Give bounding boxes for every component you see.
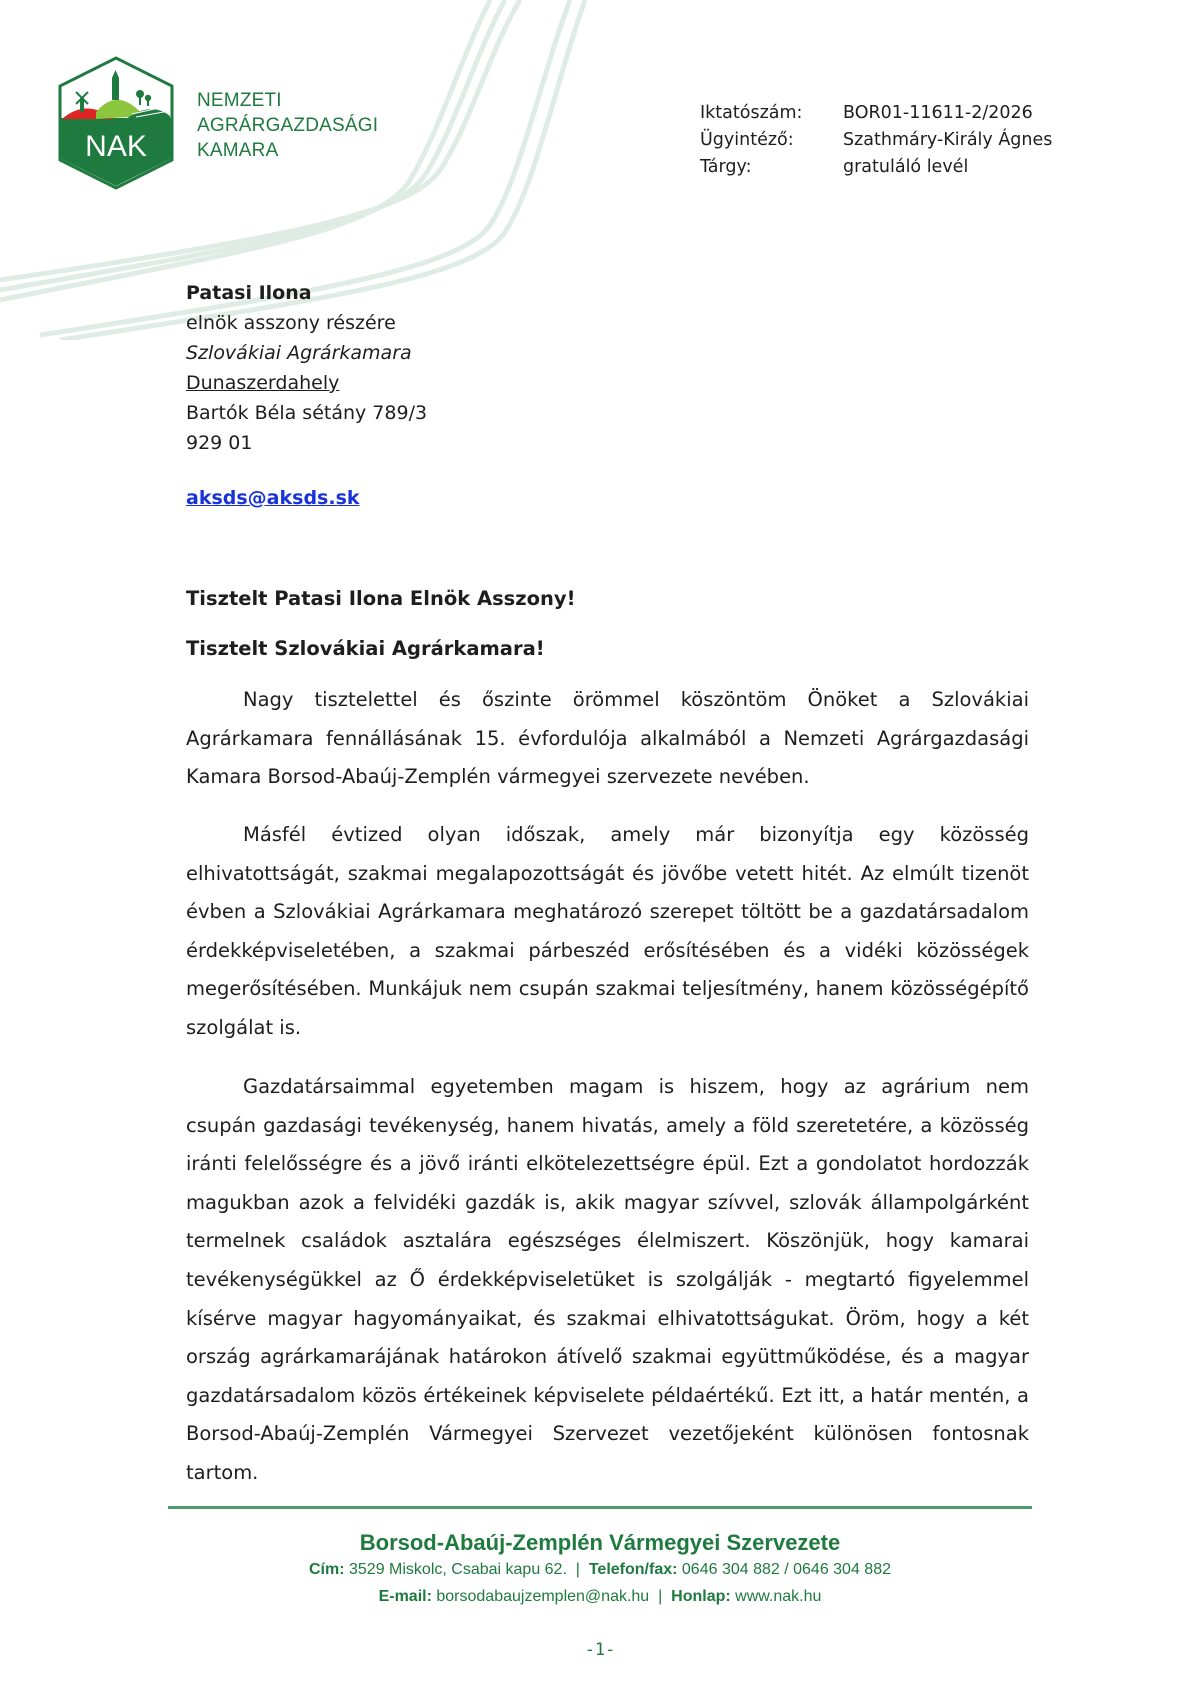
- page-number: -1-: [584, 1640, 616, 1660]
- reference-block: [700, 100, 1052, 181]
- recipient-street: Bartók Béla sétány 789/3: [186, 402, 428, 424]
- body-paragraph: Másfél évtized olyan időszak, amely már bizonyítja egy közösség elhivatottságát, szakmai megalapozottságát és jövőbe vetett hitét. Az elmúlt tizenöt évben a Szlovákiai Agrárkamara meghatározó szerepet töltött be a gazdatársadalom érdekképviseletében, a szakmai párbeszéd erősítésében és a vidéki közösségek megerősítésében. Munkájuk nem csupán szakmai teljesítmény, hanem közösségépítő szolgálat is.: [186, 823, 1029, 1039]
- org-name-line: AGRÁRGAZDASÁGI: [197, 115, 379, 136]
- meta-value: Szathmáry-Király Ágnes: [843, 130, 1053, 150]
- recipient-postcode: 929 01: [186, 432, 253, 454]
- footer-phone: 0646 304 882 / 0646 304 882: [681, 1561, 891, 1578]
- footer-email-label: E-mail:: [378, 1588, 432, 1605]
- logo-monogram: NAK: [85, 130, 147, 163]
- org-name: [197, 88, 378, 163]
- org-name-line: NEMZETI: [197, 90, 282, 111]
- recipient-email-link[interactable]: aksds@aksds.sk: [186, 487, 360, 509]
- meta-value: BOR01-11611-2/2026: [843, 103, 1033, 123]
- meta-row-reference-number: [700, 100, 1052, 127]
- footer-separator: |: [658, 1588, 663, 1605]
- meta-row-case-officer: [700, 127, 1052, 154]
- meta-row-subject: [700, 154, 1052, 181]
- footer-web-link[interactable]: www.nak.hu: [735, 1588, 822, 1605]
- org-name-line: KAMARA: [197, 140, 279, 161]
- recipient-city: Dunaszerdahely: [186, 372, 340, 394]
- footer-address-label: Cím:: [308, 1561, 345, 1578]
- recipient-name: Patasi Ilona: [186, 282, 312, 304]
- meta-label: Iktatószám:: [700, 103, 803, 123]
- footer-divider: [168, 1506, 1032, 1509]
- recipient-organization: Szlovákiai Agrárkamara: [186, 342, 412, 364]
- footer-web-label: Honlap:: [671, 1588, 731, 1605]
- footer-phone-label: Telefon/fax:: [588, 1561, 678, 1578]
- footer-email-link[interactable]: borsodabaujzemplen@nak.hu: [436, 1588, 650, 1605]
- body-paragraph: Gazdatársaimmal egyetemben magam is hiszem, hogy az agrárium nem csupán gazdasági tevékenység, hanem hivatás, amely a föld szeretetére, a közösség iránti felelősségre és a jövő iránti elkötelezettségre épül. Ezt a gondolatot hordozzák magukban azok a felvidéki gazdák is, akik magyar szívvel, szlovák állampolgárként termelnek családok asztalára egészséges élelmiszert. Köszönjük, hogy kamarai tevékenységükkel az Ő érdekképviseletüket is szolgálják - megtartó figyelemmel kísérve magyar hagyományaikat, és szakmai elhivatottságukat. Öröm, hogy a két ország agrárkamarájának határokon átívelő szakmai együttműködése, és a magyar gazdatársadalom közös értékeinek képviselete példaértékű. Ezt itt, a határ mentén, a Borsod-Abaúj-Zemplén Vármegyei Szervezet vezetőjeként különösen fontosnak tartom.: [186, 1075, 1029, 1484]
- meta-label: Ügyintéző:: [700, 130, 794, 150]
- recipient-address: [186, 278, 427, 458]
- recipient-role: elnök asszony részére: [186, 312, 396, 334]
- body-paragraph: Nagy tisztelettel és őszinte örömmel köszöntöm Önöket a Szlovákiai Agrárkamara fennállásának 15. évfordulója alkalmából a Nemzeti Agrárgazdasági Kamara Borsod-Abaúj-Zemplén vármegyei szervezete nevében.: [186, 688, 1029, 789]
- salutation-organization: Tisztelt Szlovákiai Agrárkamara!: [186, 637, 545, 660]
- footer-title: Borsod-Abaúj-Zemplén Vármegyei Szervezete: [359, 1530, 841, 1555]
- nak-logo: [56, 56, 176, 190]
- salutation-person: Tisztelt Patasi Ilona Elnök Asszony!: [186, 587, 576, 610]
- meta-label: Tárgy:: [700, 157, 752, 177]
- footer-address: 3529 Miskolc, Csabai kapu 62.: [349, 1561, 567, 1578]
- footer-contact-line: [0, 1561, 1200, 1579]
- footer-separator: |: [575, 1561, 580, 1578]
- meta-value: gratuláló levél: [843, 157, 969, 177]
- footer-web-line: [0, 1588, 1200, 1606]
